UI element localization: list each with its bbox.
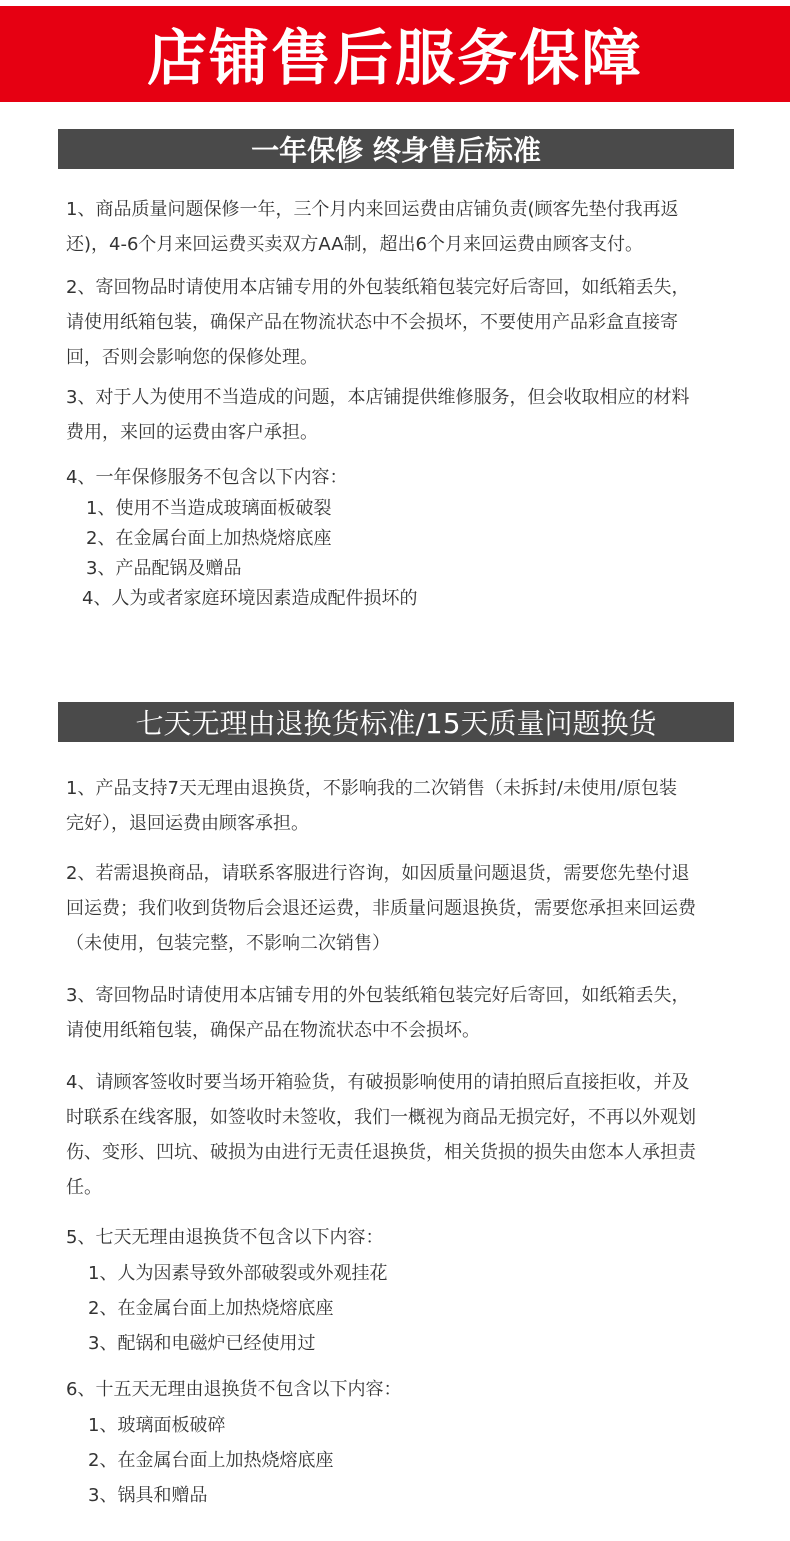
returns-paragraph-3 xyxy=(66,978,766,1048)
warranty-exclusion-item: 3、产品配锅及赠品 xyxy=(86,558,242,579)
warranty-paragraph-2 xyxy=(66,270,766,375)
text-line: 5、七天无理由退换货不包含以下内容： xyxy=(66,1227,384,1248)
seven-day-exclusion-item: 3、配锅和电磁炉已经使用过 xyxy=(88,1333,316,1354)
section-title-returns: 七天无理由退换货标准/15天质量问题换货 xyxy=(135,707,657,740)
text-line: 费用，来回的运费由客户承担。 xyxy=(66,422,318,443)
text-line: 完好），退回运费由顾客承担。 xyxy=(66,813,309,834)
returns-paragraph-2 xyxy=(66,856,766,961)
text-line: 1、商品质量问题保修一年，三个月内来回运费由店铺负责(顾客先垫付我再返 xyxy=(66,199,679,220)
returns-paragraph-1 xyxy=(66,771,766,841)
warranty-exclusion-item: 4、人为或者家庭环境因素造成配件损坏的 xyxy=(82,588,418,609)
text-line: 2、若需退换商品，请联系客服进行咨询，如因质量问题退货，需要您先垫付退 xyxy=(66,863,690,884)
returns-paragraph-4 xyxy=(66,1065,766,1205)
text-line: 2、寄回物品时请使用本店铺专用的外包装纸箱包装完好后寄回，如纸箱丢失， xyxy=(66,277,690,298)
seven-day-exclusion-item: 2、在金属台面上加热烧熔底座 xyxy=(88,1298,334,1319)
text-line: 回，否则会影响您的保修处理。 xyxy=(66,347,318,368)
fifteen-day-exclusion-item: 3、锅具和赠品 xyxy=(88,1485,208,1506)
header-banner xyxy=(0,6,790,102)
section-header-warranty xyxy=(58,129,734,169)
text-line: 3、对于人为使用不当造成的问题，本店铺提供维修服务，但会收取相应的材料 xyxy=(66,387,690,408)
warranty-exclusions-heading xyxy=(66,460,766,495)
text-line: 请使用纸箱包装，确保产品在物流状态中不会损坏，不要使用产品彩盒直接寄 xyxy=(66,312,678,333)
text-line: 3、寄回物品时请使用本店铺专用的外包装纸箱包装完好后寄回，如纸箱丢失， xyxy=(66,985,690,1006)
warranty-paragraph-3 xyxy=(66,380,766,450)
warranty-paragraph-1 xyxy=(66,192,766,262)
warranty-exclusion-item: 1、使用不当造成玻璃面板破裂 xyxy=(86,498,332,519)
text-line: 请使用纸箱包装，确保产品在物流状态中不会损坏。 xyxy=(66,1020,480,1041)
text-line: 4、请顾客签收时要当场开箱验货，有破损影响使用的请拍照后直接拒收，并及 xyxy=(66,1072,690,1093)
text-line: 伤、变形、凹坑、破损为由进行无责任退换货，相关货损的损失由您本人承担责 xyxy=(66,1142,696,1163)
text-line: 还)，4-6个月来回运费买卖双方AA制，超出6个月来回运费由顾客支付。 xyxy=(66,234,643,255)
warranty-exclusion-item: 2、在金属台面上加热烧熔底座 xyxy=(86,528,332,549)
text-line: 回运费；我们收到货物后会退还运费，非质量问题退换货，需要您承担来回运费 xyxy=(66,898,696,919)
fifteen-day-exclusion-item: 2、在金属台面上加热烧熔底座 xyxy=(88,1450,334,1471)
seven-day-exclusion-item: 1、人为因素导致外部破裂或外观挂花 xyxy=(88,1263,388,1284)
text-line: 任。 xyxy=(66,1177,102,1198)
text-line: 4、一年保修服务不包含以下内容： xyxy=(66,467,348,488)
fifteen-day-exclusion-item: 1、玻璃面板破碎 xyxy=(88,1415,226,1436)
text-line: 时联系在线客服，如签收时未签收，我们一概视为商品无损完好，不再以外观划 xyxy=(66,1107,696,1128)
fifteen-day-exclusions-heading xyxy=(66,1372,766,1407)
text-line: 6、十五天无理由退换货不包含以下内容： xyxy=(66,1379,402,1400)
section-title-warranty: 一年保修 终身售后标准 xyxy=(251,134,541,167)
text-line: （未使用，包装完整，不影响二次销售） xyxy=(66,933,390,954)
seven-day-exclusions-heading xyxy=(66,1220,766,1255)
page-title: 店铺售后服务保障 xyxy=(147,24,643,94)
section-header-returns xyxy=(58,702,734,742)
text-line: 1、产品支持7天无理由退换货，不影响我的二次销售（未拆封/未使用/原包装 xyxy=(66,778,678,799)
